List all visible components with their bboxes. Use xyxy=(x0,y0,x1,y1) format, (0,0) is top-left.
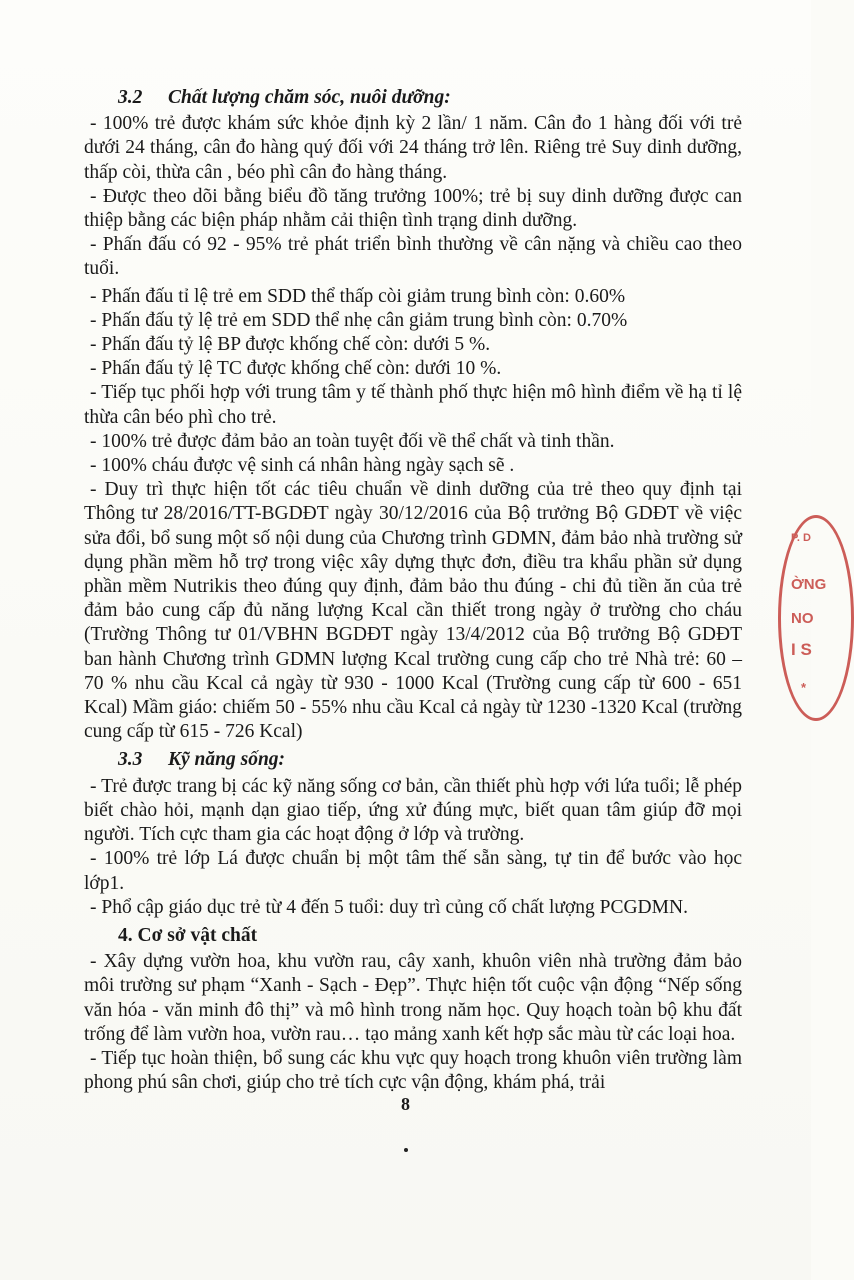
paragraph: - 100% cháu được vệ sinh cá nhân hàng ngày sạch sẽ . xyxy=(90,455,515,477)
paragraph: - Phấn đấu tỷ lệ TC được khống chế còn: dưới 10 %. xyxy=(90,358,502,380)
paragraph: - Tiếp tục hoàn thiện, bổ sung các khu vực quy hoạch trong khuôn viên trường làm phong phú sân chơi, giúp cho trẻ tích cực vận động, khám phá, trải xyxy=(84,1047,742,1094)
school-seal-stamp: P. D ỜNG NO I S * xyxy=(778,515,854,721)
decorative-dot xyxy=(404,1148,408,1152)
paragraph: - Phấn đấu tỷ lệ BP được khống chế còn: dưới 5 %. xyxy=(90,334,491,356)
paragraph: - 100% trẻ được đảm bảo an toàn tuyệt đối về thể chất và tinh thần. xyxy=(90,430,615,452)
paragraph: - Phấn đấu có 92 - 95% trẻ phát triển bình thường về cân nặng và chiều cao theo tuổi. xyxy=(84,234,742,280)
paragraph: - 100% trẻ được khám sức khỏe định kỳ 2 lần/ 1 năm. Cân đo 1 hàng đối với trẻ dưới 24 tháng, cân đo hàng quý đối với 24 tháng trở lên. Riêng trẻ Suy dinh dưỡng, thấp còi, thừa cân , béo phì cân đo hàng tháng. xyxy=(84,113,742,183)
section-heading-4: 4. Cơ sở vật chất xyxy=(118,924,258,946)
paragraph: - Phổ cập giáo dục trẻ từ 4 đến 5 tuổi: duy trì củng cố chất lượng PCGDMN. xyxy=(90,896,688,918)
paragraph: - Phấn đấu tỉ lệ trẻ em SDD thể thấp còi giảm trung bình còn: 0.60% xyxy=(90,285,626,307)
section-heading-3-3 xyxy=(118,748,742,772)
section-title: Kỹ năng sống: xyxy=(168,749,286,771)
section-heading-3-2 xyxy=(118,86,742,110)
page-number: 8 xyxy=(401,1094,410,1114)
paragraph: - Xây dựng vườn hoa, khu vườn rau, cây xanh, khuôn viên nhà trường đảm bảo môi trường sư phạm “Xanh - Sạch - Đẹp”. Thực hiện tốt cuộc vận động “Nếp sống văn hóa - văn minh đô thị” và mô hình trong năm học. Quy hoạch toàn bộ khu đất trống để làm vườn hoa, vườn rau… tạo mảng xanh kết hợp sắc màu từ các loại hoa. xyxy=(84,951,742,1045)
paragraph: - 100% trẻ lớp Lá được chuẩn bị một tâm thế sẵn sàng, tự tin để bước vào học lớp1. xyxy=(84,848,742,894)
paragraph: - Tiếp tục phối hợp với trung tâm y tế thành phố thực hiện mô hình điểm về hạ tỉ lệ thừa cân béo phì cho trẻ. xyxy=(84,382,742,428)
section-number: 3.2 xyxy=(118,87,143,108)
paragraph: - Trẻ được trang bị các kỹ năng sống cơ bản, cần thiết phù hợp với lứa tuổi; lễ phép biết chào hỏi, mạnh dạn giao tiếp, ứng xử đúng mực, biết quan tâm giúp đỡ mọi người. Tích cực tham gia các hoạt động ở lớp và trường. xyxy=(84,775,742,846)
paragraph: - Được theo dõi bằng biểu đồ tăng trưởng 100%; trẻ bị suy dinh dưỡng được can thiệp bằng các biện pháp nhằm cải thiện tình trạng dinh dưỡng. xyxy=(84,185,742,232)
paragraph: - Duy trì thực hiện tốt các tiêu chuẩn về dinh dưỡng của trẻ theo quy định tại Thông tư 28/2016/TT-BGDĐT ngày 30/12/2016 của Bộ trưởng Bộ GDĐT về việc sửa đổi, bổ sung một số nội dung của Chương trình GDMN, đảm bảo nhà trường sử dụng phần mềm hỗ trợ trong việc xây dựng thực đơn, điều tra khẩu phần sử dụng phần mềm Nutrikis theo đúng quy định, đảm bảo thu đúng - chi đủ tiền ăn của trẻ đảm bảo cung cấp đủ năng lượng Kcal cần thiết trong ngày ở trường cho cháu (Trường Thông tư 01/VBHN BGDĐT ngày 13/4/2012 của Bộ trưởng Bộ GDĐT ban hành Chương trình GDMN lượng Kcal trường cung cấp cho trẻ Nhà trẻ: 60 – 70 % nhu cầu Kcal cả ngày từ 930 - 1000 Kcal (Trường cung cấp từ 600 - 651 Kcal) Mầm giáo: chiếm 50 - 55% nhu cầu Kcal cả ngày từ 1230 -1320 Kcal (trường cung cấp từ 615 - 726 Kcal) xyxy=(84,479,742,743)
page-body xyxy=(84,86,742,1095)
section-number: 3.3 xyxy=(118,749,143,771)
paragraph: - Phấn đấu tỷ lệ trẻ em SDD thể nhẹ cân giảm trung bình còn: 0.70% xyxy=(90,309,628,331)
section-title: Chất lượng chăm sóc, nuôi dưỡng: xyxy=(168,87,451,108)
